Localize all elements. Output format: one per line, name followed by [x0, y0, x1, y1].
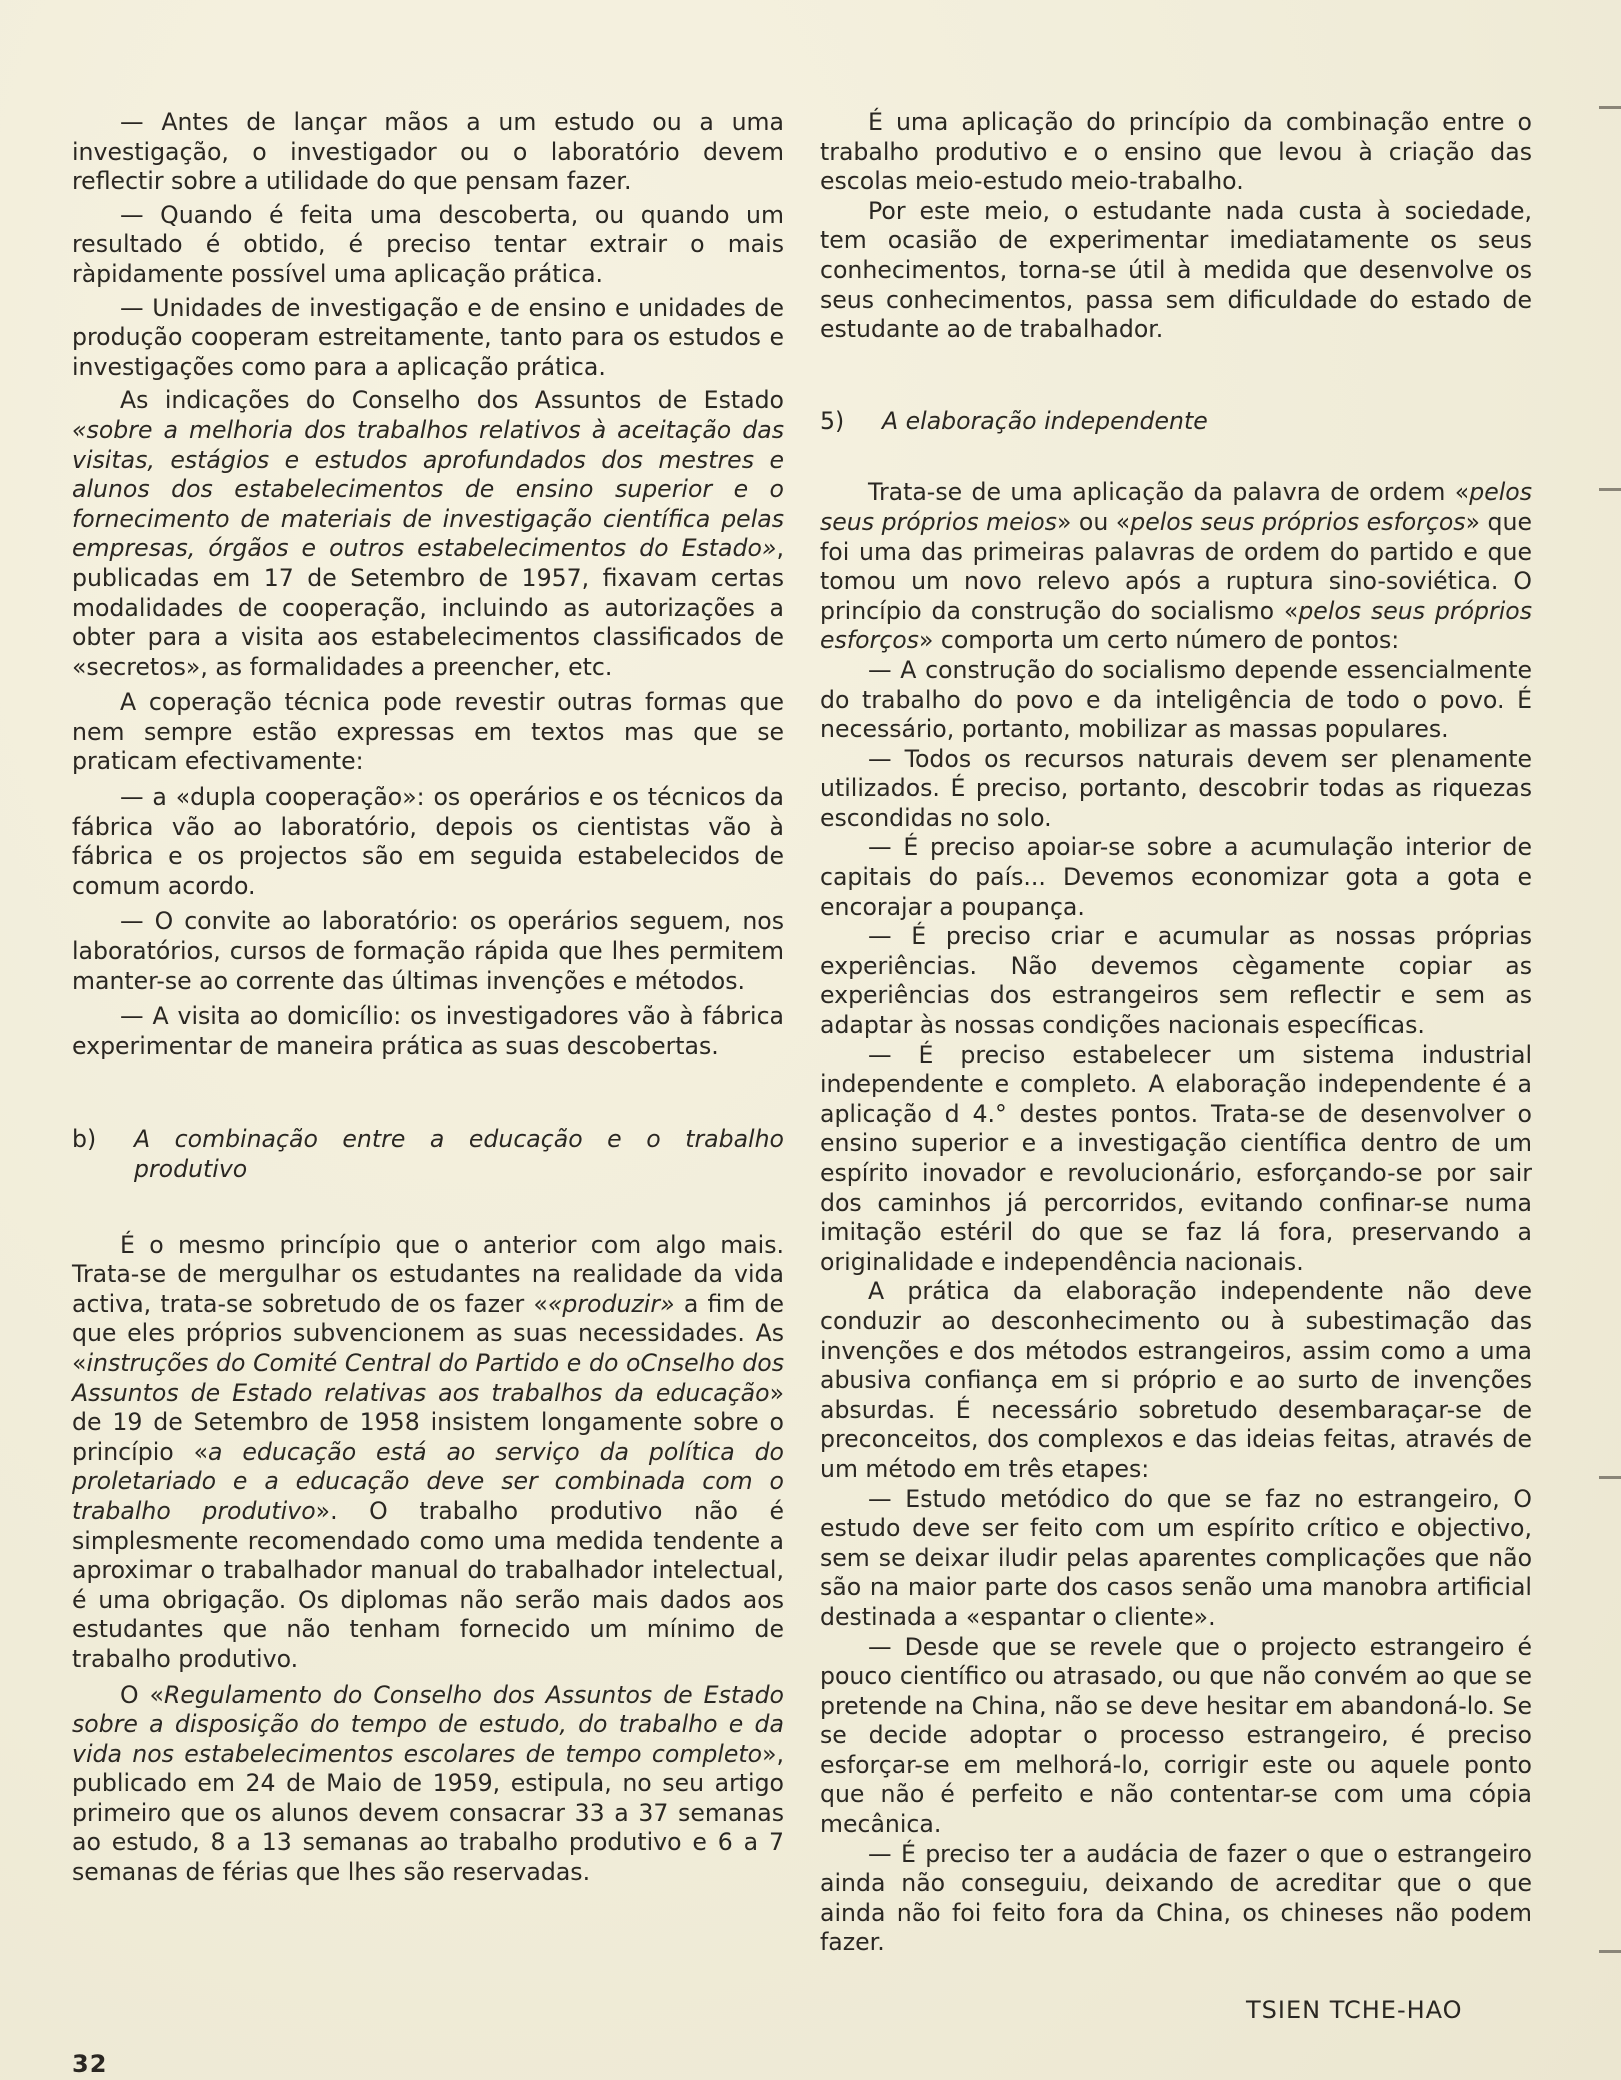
paragraph: — a «dupla cooperação»: os operários e os técnicos da fábrica vão ao laboratório, depois os cientistas vão à fábrica e os projectos são em seguida estabelecidos de comum acordo.: [72, 783, 784, 900]
paragraph: — Desde que se revele que o projecto estrangeiro é pouco científico ou atrasado, ou que não convém ao que se pretende na China, não se deve hesitar em abandoná-lo. Se se decide adoptar o processo estrangeiro, é preciso esforçar-se em melhorá-lo, corrigir este ou aquele ponto que não é perfeito e não contentar-se com uma cópia mecânica.: [820, 1632, 1532, 1839]
paragraph: Trata-se de uma aplicação da palavra de ordem «pelos seus próprios meios» ou «pelos seus próprios esforços» que foi uma das primeiras palavras de ordem do partido e que tomou um novo relevo após a ruptura sino-soviética. O princípio da construção do socialismo «pelos seus próprios esforços» comporta um certo número de pontos:: [820, 478, 1532, 655]
section-heading-b: b) A combinação entre a educação e o trabalho produtivo: [72, 1125, 784, 1183]
paragraph: A coperação técnica pode revestir outras formas que nem sempre estão expressas em textos mas que se praticam efectivamente:: [72, 688, 784, 776]
margin-mark: [1599, 106, 1621, 109]
paragraph: É o mesmo princípio que o anterior com algo mais. Trata-se de mergulhar os estudantes na realidade da vida activa, trata-se sobretudo de os fazer ««produzir» a fim de que eles próprios subvencionem as suas necessidades. As «instruções do Comité Central do Partido e do oCnselho dos Assuntos de Estado relativas aos trabalhos da educação» de 19 de Setembro de 1958 insistem longamente sobre o princípio «a educação está ao serviço da política do proletariado e a educação deve ser combinada com o trabalho produtivo». O trabalho produtivo não é simplesmente recomendado como uma medida tendente a aproximar o trabalhador manual do trabalhador intelectual, é uma obrigação. Os diplomas não serão mais dados aos estudantes que não tenham fornecido um mínimo de trabalho produtivo.: [72, 1230, 785, 1673]
paragraph: O «Regulamento do Conselho dos Assuntos de Estado sobre a disposição do tempo de estudo, do trabalho e da vida nos estabelecimentos escolares de tempo completo», publicado em 24 de Maio de 1959, estipula, no seu artigo primeiro que os alunos devem consacrar 33 a 37 semanas ao estudo, 8 a 13 semanas ao trabalho produtivo e 6 a 7 semanas de férias que lhes são reservadas.: [72, 1680, 784, 1887]
page-number: 32: [72, 2050, 108, 2078]
author-signature: TSIEN TCHE-HAO: [1246, 1996, 1463, 2024]
paragraph: — É preciso apoiar-se sobre a acumulação interior de capitais do país... Devemos economizar gota a gota e encorajar a poupança.: [820, 833, 1532, 921]
margin-mark: [1599, 1476, 1621, 1479]
paragraph: — O convite ao laboratório: os operários seguem, nos laboratórios, cursos de formação rápida que lhes permitem manter-se ao corrente das últimas invenções e métodos.: [72, 907, 784, 995]
paragraph: A prática da elaboração independente não deve conduzir ao desconhecimento ou à subestimação das invenções e dos métodos estrangeiros, assim como a uma abusiva confiança em si próprio e ao surto de invenções absurdas. É necessário sobretudo desembaraçar-se de preconceitos, dos complexos e das ideias feitas, através de um método em três etapes:: [820, 1277, 1532, 1483]
paragraph: — Todos os recursos naturais devem ser plenamente utilizados. É preciso, portanto, descobrir todas as riquezas escondidas no solo.: [820, 744, 1532, 832]
left-column: [72, 108, 784, 1888]
section-heading-5: 5) A elaboração independente: [820, 406, 1208, 435]
margin-mark: [1599, 1950, 1621, 1953]
paragraph: — É preciso criar e acumular as nossas próprias experiências. Não devemos cègamente copiar as experiências dos estrangeiros sem reflectir e sem as adaptar às nossas condições nacionais específicas.: [820, 922, 1532, 1040]
paragraph: — Estudo metódico do que se faz no estrangeiro, O estudo deve ser feito com um espírito crítico e objectivo, sem se deixar iludir pelas aparentes complicações que não são na maior parte dos casos senão uma manobra artificial destinada a «espantar o cliente».: [820, 1484, 1532, 1631]
paragraph: É uma aplicação do princípio da combinação entre o trabalho produtivo e o ensino que levou à criação das escolas meio-estudo meio-trabalho.: [820, 108, 1532, 196]
paragraph: — É preciso estabelecer um sistema industrial independente e completo. A elaboração independente é a aplicação d 4.° destes pontos. Trata-se de desenvolver o ensino superior e a investigação científica dentro de um espírito inovador e revolucionário, esforçando-se por sair dos caminhos já percorridos, evitando confinar-se numa imitação estéril do que se faz lá fora, preservando a originalidade e independência nacionais.: [820, 1040, 1532, 1276]
paragraph: — Unidades de investigação e de ensino e unidades de produção cooperam estreitamente, tanto para os estudos e investigações como para a aplicação prática.: [72, 293, 784, 381]
margin-mark: [1599, 488, 1621, 491]
paragraph: — Quando é feita uma descoberta, ou quando um resultado é obtido, é preciso tentar extrair o mais ràpidamente possível uma aplicação prática.: [72, 200, 784, 288]
paragraph: Por este meio, o estudante nada custa à sociedade, tem ocasião de experimentar imediatamente os seus conhecimentos, torna-se útil à medida que desenvolve os seus conhecimentos, passa sem dificuldade do estado de estudante ao de trabalhador.: [820, 196, 1532, 344]
paragraph: — A visita ao domicílio: os investigadores vão à fábrica experimentar de maneira prática as suas descobertas.: [72, 1002, 784, 1060]
paragraph: As indicações do Conselho dos Assuntos de Estado «sobre a melhoria dos trabalhos relativos à aceitação das visitas, estágios e estudos aprofundados dos mestres e alunos dos estabelecimentos de ensino superior e o fornecimento de materiais de investigação científica pelas empresas, órgãos e outros estabelecimentos do Estado», publicadas em 17 de Setembro de 1957, fixavam certas modalidades de cooperação, incluindo as autorizações a obter para a visita aos estabelecimentos classificados de «secretos», as formalidades a preencher, etc.: [72, 386, 784, 681]
paragraph: — É preciso ter a audácia de fazer o que o estrangeiro ainda não conseguiu, deixando de acreditar que o que ainda não foi feito fora da China, os chineses não podem fazer.: [820, 1839, 1532, 1957]
right-column: [820, 108, 1532, 1958]
paragraph: — A construção do socialismo depende essencialmente do trabalho do povo e da inteligência de todo o povo. É necessário, portanto, mobilizar as massas populares.: [820, 655, 1532, 744]
paragraph: — Antes de lançar mãos a um estudo ou a uma investigação, o investigador ou o laboratório devem reflectir sobre a utilidade do que pensam fazer.: [72, 108, 784, 196]
